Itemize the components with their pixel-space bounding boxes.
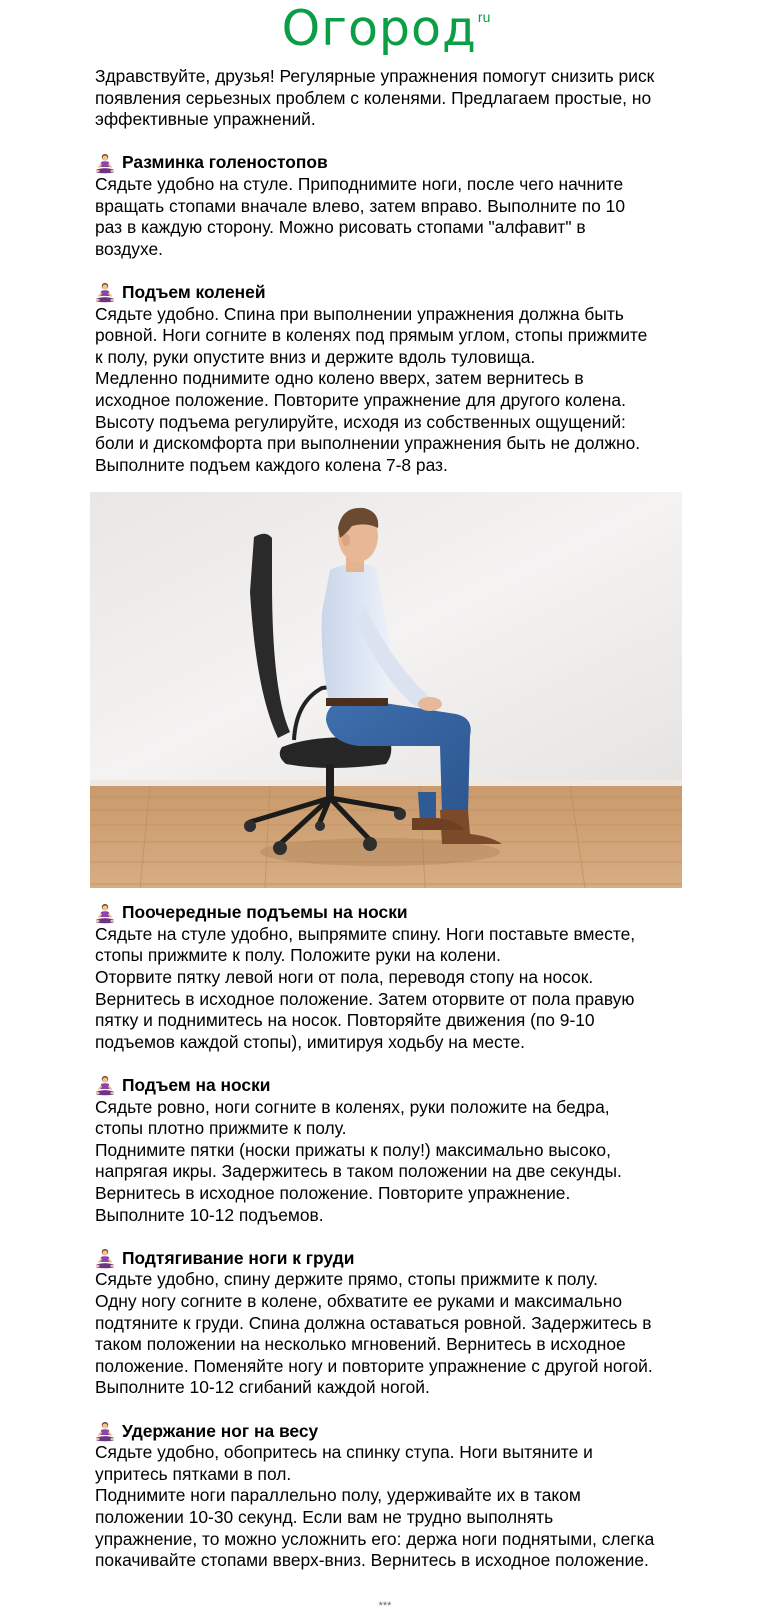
exercise-line: воздухе.: [95, 238, 163, 259]
exercise-line: Сядьте удобно. Спина при выполнении упражнения должна быть: [95, 303, 624, 324]
intro-line: появления серьезных проблем с коленями. Предлагаем простые, но: [95, 87, 652, 108]
exercise-title: Удержание ног на весу: [122, 1420, 319, 1441]
exercise-line: Вернитесь в исходное положение. Затем оторвите от пола правую: [95, 988, 635, 1009]
person-in-lotus-position-icon: [95, 1421, 115, 1442]
exercise-heading: [95, 1248, 685, 1270]
exercise-line: вращать стопами вначале влево, затем вправо. Выполните по 10: [95, 195, 625, 216]
exercise-title: Подтягивание ноги к груди: [122, 1247, 355, 1268]
exercise-line: положении 10-30 секунд. Если вам не трудно выполнять: [95, 1506, 554, 1527]
exercise-section: [95, 1248, 685, 1399]
exercise-line: пятку и поднимитесь на носок. Повторяйте движения (по 9-10: [95, 1010, 595, 1031]
exercise-section: [95, 282, 685, 476]
exercise-line: таком положении на несколько мгновений. Вернитесь в исходное: [95, 1334, 626, 1355]
person-in-lotus-position-icon: [95, 903, 115, 924]
article-body: [95, 66, 685, 1593]
exercise-heading: [95, 902, 685, 924]
exercise-title: Поочередные подъемы на носки: [122, 902, 408, 923]
exercise-line: Выполните подъем каждого колена 7-8 раз.: [95, 454, 448, 475]
header: [0, 0, 770, 58]
logo-wordmark: Огород: [281, 0, 477, 57]
person-in-lotus-position-icon: [95, 1248, 115, 1269]
person-in-lotus-position-icon: [95, 282, 115, 303]
exercise-line: Сядьте удобно, обопритесь на спинку ступа. Ноги вытяните и: [95, 1442, 593, 1463]
intro-line: Здравствуйте, друзья! Регулярные упражнения помогут снизить риск: [95, 66, 655, 86]
exercise-line: Сядьте ровно, ноги согните в коленях, руки положите на бедра,: [95, 1096, 610, 1117]
exercise-line: Выполните 10-12 подъемов.: [95, 1204, 324, 1225]
logo-domain-suffix: ru: [477, 9, 491, 25]
exercise-line: Оторвите пятку левой ноги от пола, переводя стопу на носок.: [95, 967, 594, 988]
man-sitting-on-office-chair-photo: [90, 492, 682, 888]
exercise-line: подъемов каждой стопы), имитируя ходьбу на месте.: [95, 1031, 525, 1052]
exercise-line: упритесь пятками в пол.: [95, 1463, 292, 1484]
exercise-line: Поднимите пятки (носки прижаты к полу!) максимально высоко,: [95, 1139, 611, 1160]
exercise-line: упражнение, то можно усложнить его: держа ноги поднятыми, слегка: [95, 1528, 655, 1549]
exercise-line: Сядьте удобно, спину держите прямо, стопы прижмите к полу.: [95, 1269, 598, 1290]
exercise-line: к полу, руки опустите вниз и держите вдоль туловища.: [95, 346, 536, 367]
exercise-line: стопы прижмите к полу. Положите руки на колени.: [95, 945, 501, 966]
site-logo[interactable]: [281, 0, 491, 57]
exercise-line: исходное положение. Повторите упражнение для другого колена.: [95, 389, 626, 410]
exercise-heading: [95, 282, 685, 304]
exercise-line: Выполните 10-12 сгибаний каждой ногой.: [95, 1377, 430, 1398]
exercise-title: Подъем на носки: [122, 1075, 271, 1096]
exercise-line: ровной. Ноги согните в коленях под прямым углом, стопы прижмите: [95, 325, 648, 346]
exercise-heading: [95, 1421, 685, 1443]
exercise-heading: [95, 152, 685, 174]
exercise-line: покачивайте стопами вверх-вниз. Вернитесь в исходное положение.: [95, 1550, 649, 1571]
exercise-section: [95, 902, 685, 1053]
section-divider-mark: ***: [378, 1600, 392, 1612]
person-in-lotus-position-icon: [95, 1075, 115, 1096]
exercise-line: Сядьте на стуле удобно, выпрямите спину. Ноги поставьте вместе,: [95, 923, 636, 944]
exercise-line: Одну ногу согните в колене, обхватите ее руками и максимально: [95, 1290, 623, 1311]
exercise-line: Сядьте удобно на стуле. Приподнимите ноги, после чего начните: [95, 173, 624, 194]
exercise-section: [95, 152, 685, 260]
exercise-section: [95, 1075, 685, 1226]
exercise-line: положение. Поменяйте ногу и повторите упражнение с другой ногой.: [95, 1355, 653, 1376]
exercise-line: Вернитесь в исходное положение. Повторите упражнение.: [95, 1183, 571, 1203]
intro-line: эффективные упражнений.: [95, 109, 316, 130]
exercise-title: Разминка голеностопов: [122, 152, 328, 173]
exercise-line: Медленно поднимите одно колено вверх, затем вернитесь в: [95, 368, 584, 389]
person-in-lotus-position-icon: [95, 153, 115, 174]
exercise-title: Подъем коленей: [122, 281, 266, 302]
exercise-line: стопы плотно прижмите к полу.: [95, 1118, 347, 1139]
exercise-heading: [95, 1075, 685, 1097]
exercise-section: [95, 1421, 685, 1572]
exercise-line: боли и дискомфорта при выполнении упражнения быть не должно.: [95, 433, 641, 454]
exercise-line: напрягая икры. Задержитесь в таком положении на две секунды.: [95, 1161, 622, 1182]
exercise-line: Высоту подъема регулируйте, исходя из собственных ощущений:: [95, 411, 626, 432]
intro-paragraph: [95, 66, 685, 131]
exercise-line: Поднимите ноги параллельно полу, удерживайте их в таком: [95, 1485, 581, 1506]
exercise-line: подтяните к груди. Спина должна оставаться ровной. Задержитесь в: [95, 1312, 652, 1333]
photo-illustration: [90, 492, 682, 888]
exercise-line: раз в каждую сторону. Можно рисовать стопами "алфавит" в: [95, 217, 586, 238]
